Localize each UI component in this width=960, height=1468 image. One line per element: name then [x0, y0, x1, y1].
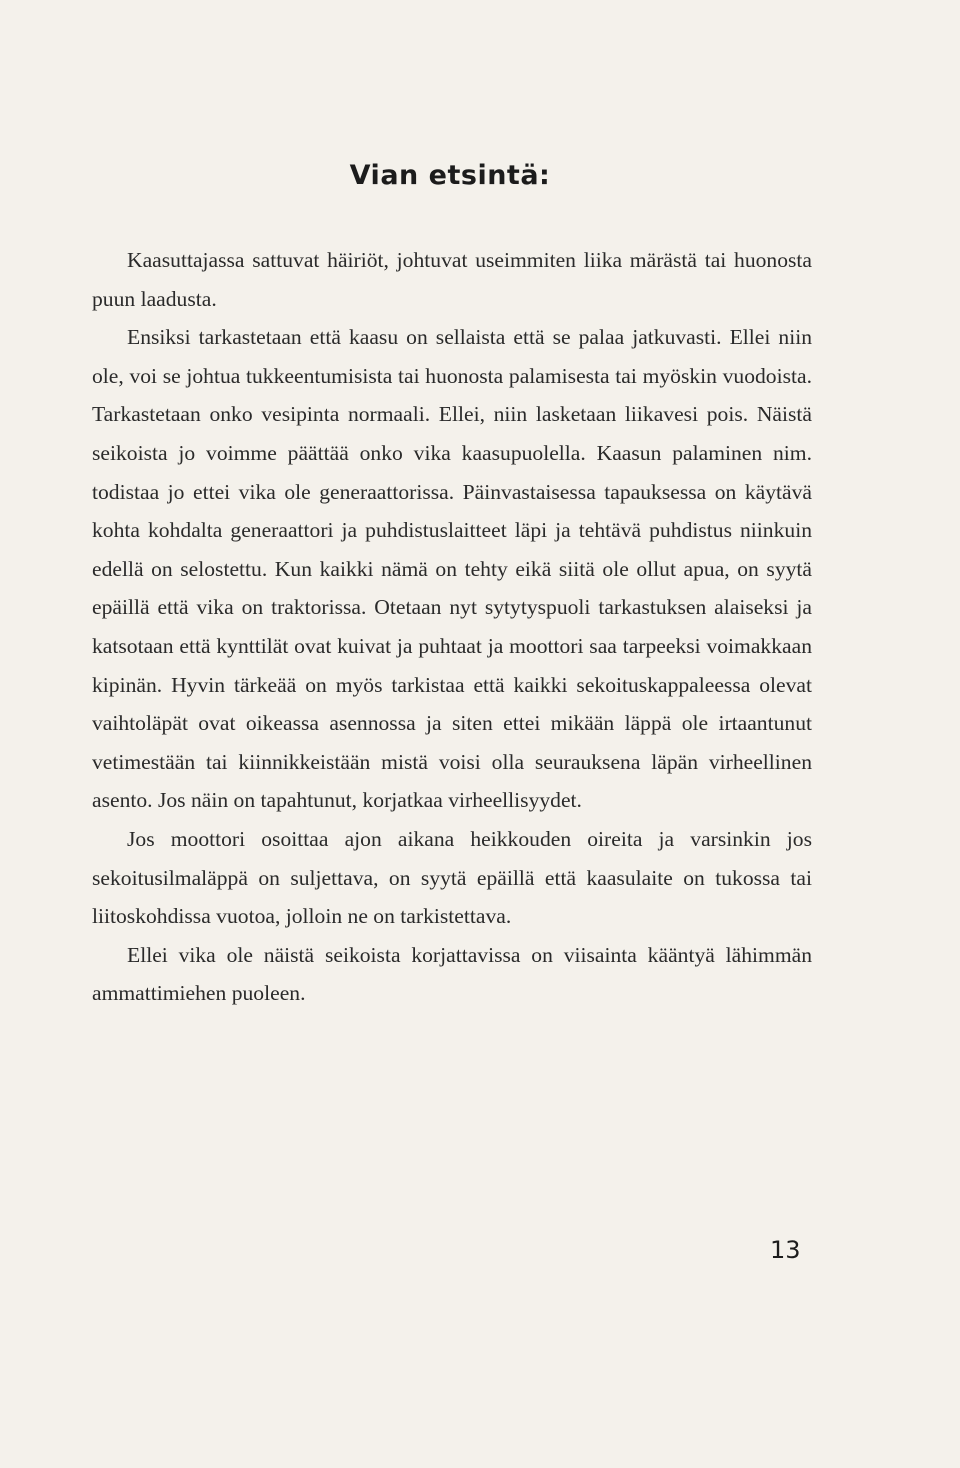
page-title: Vian etsintä: [349, 160, 551, 191]
page-number: 13 [770, 1236, 801, 1264]
paragraph: Kaasuttajassa sattuvat häiriöt, johtuvat useimmiten liika märästä tai huonosta puun laadusta. [92, 248, 812, 311]
paragraph: Ensiksi tarkastetaan että kaasu on sellaista että se palaa jatkuvasti. Ellei niin ole, voi se johtua tukkeentumisista tai huonosta palamisesta tai myöskin vuodoista. Tarkastetaan onko vesipinta normaali. Ellei, niin lasketaan liikavesi pois. Näistä seikoista jo voimme päättää onko vika kaasupuolella. Kaasun palaminen nim. todistaa jo ettei vika ole generaattorissa. Päinvastaisessa tapauksessa on käytävä kohta kohdalta generaattori ja puhdistuslaitteet läpi ja tehtävä puhdistus niinkuin edellä on selostettu. Kun kaikki nämä on tehty eikä siitä ole ollut apua, on syytä epäillä että vika on traktorissa. Otetaan nyt sytytyspuoli tarkastuksen alaiseksi ja katsotaan että kynttilät ovat kuivat ja puhtaat ja moottori saa tarpeeksi voimakkaan kipinän. Hyvin tärkeää on myös tarkistaa että kaikki sekoituskappaleessa olevat vaihtoläpät ovat oikeassa asennossa ja siten ettei mikään läppä ole irtaantunut vetimestään tai kiinnikkeistään mistä voisi olla seurauksena läpän virheellinen asento. Jos näin on tapahtunut, korjatkaa virheellisyydet. [92, 325, 812, 813]
paragraph: Ellei vika ole näistä seikoista korjattavissa on viisainta kääntyä lähimmän ammattimiehen puoleen. [92, 942, 812, 1006]
paragraph: Jos moottori osoittaa ajon aikana heikkouden oireita ja varsinkin jos sekoitusilmaläppä on suljettava, on syytä epäillä että kaasulaite on tukossa tai liitoskohdissa vuotoa, jolloin ne on tarkistettava. [92, 826, 812, 929]
body-text [92, 241, 812, 1013]
